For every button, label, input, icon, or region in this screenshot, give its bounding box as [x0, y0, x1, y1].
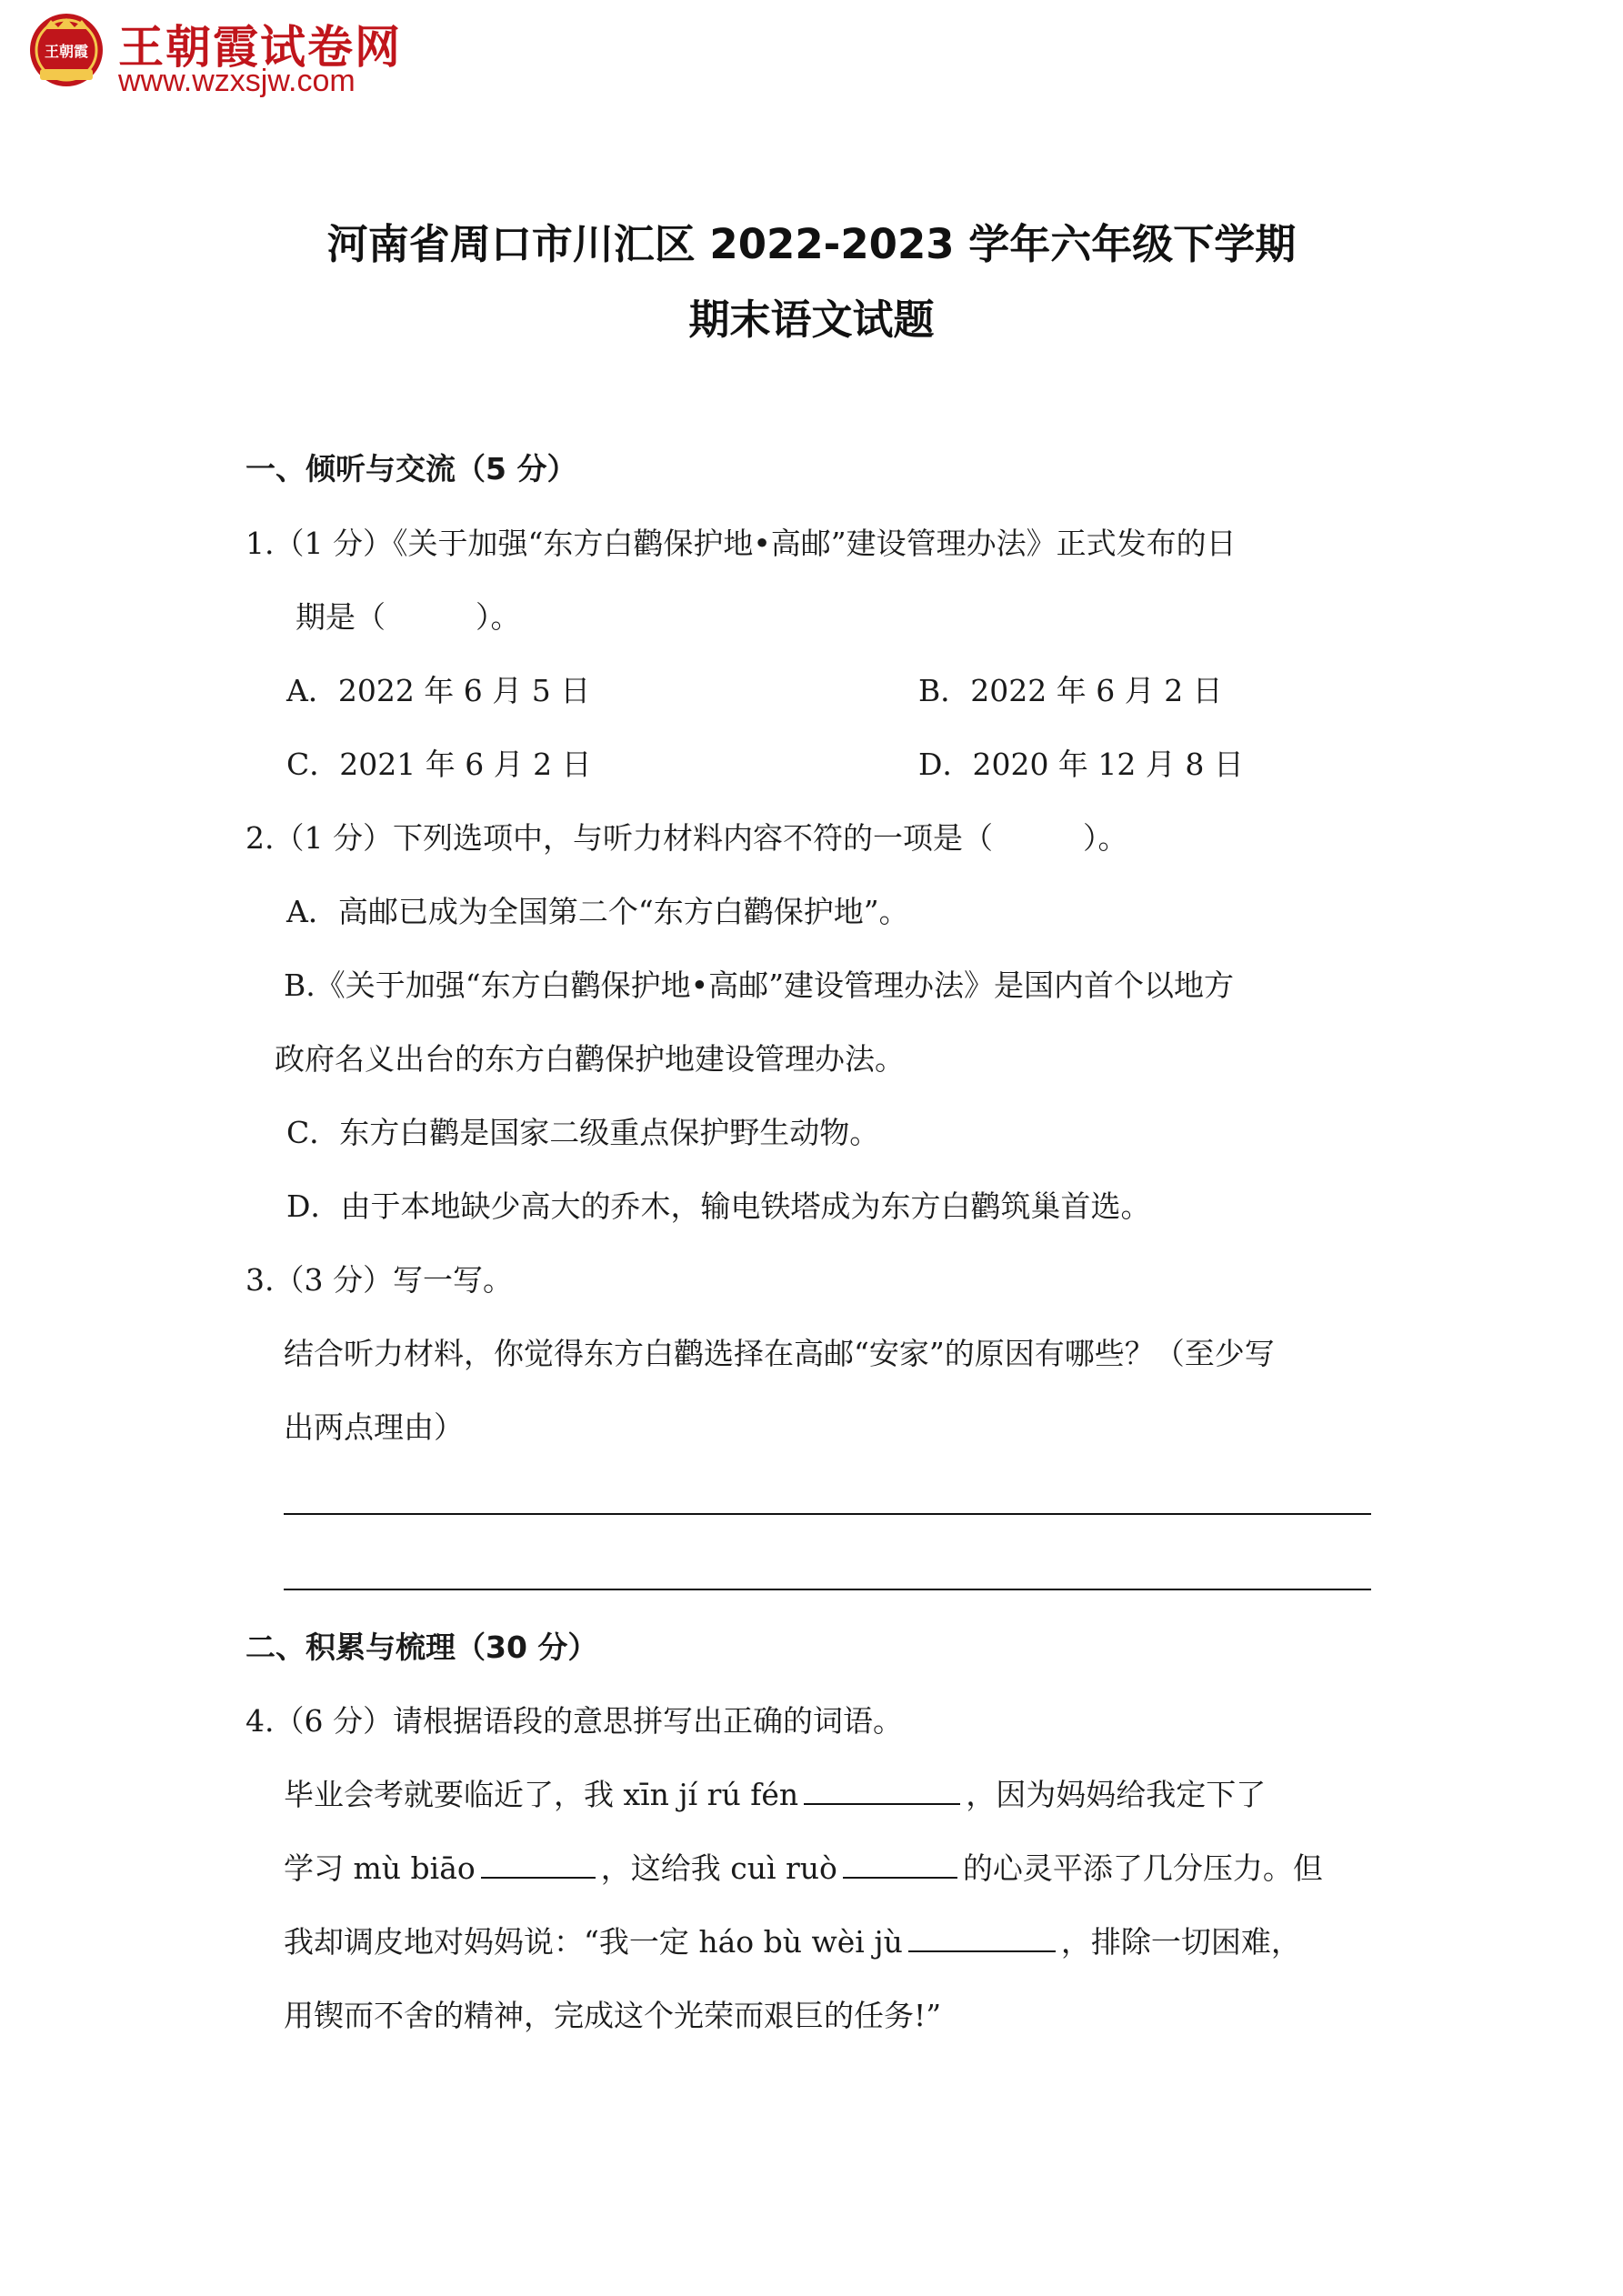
q2-option-c: C．东方白鹳是国家二级重点保护野生动物。	[286, 1115, 880, 1150]
q2-option-d: D．由于本地缺少高大的乔木，输电铁塔成为东方白鹳筑巢首选。	[286, 1188, 1151, 1224]
section-heading-2: 二、积累与梳理（30 分）	[245, 1629, 598, 1665]
answer-blank-4[interactable]	[908, 1920, 1056, 1952]
q4-text: 的心灵平添了几分压力。但	[962, 1850, 1323, 1886]
q4-text: ，因为妈妈给我定下了	[966, 1777, 1267, 1812]
crest-icon	[27, 11, 105, 89]
answer-blank-3[interactable]	[843, 1846, 957, 1879]
q4-paragraph-line	[284, 1845, 1323, 1888]
q4-paragraph-line	[284, 1771, 1266, 1814]
q1-option-d: D．2020 年 12 月 8 日	[918, 747, 1244, 782]
q4-paragraph-line	[284, 1919, 1301, 1961]
q4-text: ，排除一切困难，	[1060, 1924, 1301, 1960]
q4-stem: 4.（6 分）请根据语段的意思拼写出正确的词语。	[245, 1703, 903, 1739]
q2-stem: 2.（1 分）下列选项中，与听力材料内容不符的一项是（ ）。	[245, 820, 1128, 856]
page-title: 河南省周口市川汇区 2022-2023 学年六年级下学期	[326, 220, 1297, 268]
q3-prompt-cont: 出两点理由）	[284, 1409, 464, 1445]
q1-option-b: B．2022 年 6 月 2 日	[918, 673, 1223, 708]
q4-text: 毕业会考就要临近了，我 xīn jí rú fén	[284, 1777, 799, 1812]
q3-prompt: 结合听力材料，你觉得东方白鹳选择在高邮“安家”的原因有哪些？（至少写	[284, 1336, 1275, 1371]
q2-option-a: A．高邮已成为全国第二个“东方白鹳保护地”。	[286, 894, 909, 929]
q4-text: 我却调皮地对妈妈说：“我一定 háo bù wèi jù	[284, 1924, 903, 1960]
site-url: www.wzxsjw.com	[118, 64, 356, 98]
q3-stem: 3.（3 分）写一写。	[245, 1262, 513, 1298]
answer-blank-1[interactable]	[804, 1772, 960, 1805]
q1-option-a: A．2022 年 6 月 5 日	[286, 673, 591, 708]
answer-line-1[interactable]	[284, 1513, 1371, 1515]
badge-text: 王朝霞	[44, 43, 89, 60]
q1-option-c: C．2021 年 6 月 2 日	[286, 747, 592, 782]
site-name: 王朝霞试卷网	[118, 21, 402, 74]
q4-text: 学习 mù biāo	[284, 1850, 476, 1886]
answer-blank-2[interactable]	[481, 1846, 596, 1879]
section-heading-1: 一、倾听与交流（5 分）	[245, 451, 577, 486]
q2-option-b: B.《关于加强“东方白鹳保护地•高邮”建设管理办法》是国内首个以地方	[284, 968, 1234, 1003]
q4-paragraph-line: 用锲而不舍的精神，完成这个光荣而艰巨的任务!”	[284, 1998, 942, 2033]
q2-option-b-cont: 政府名义出台的东方白鹳保护地建设管理办法。	[275, 1041, 905, 1077]
q4-text: ，这给我 cuì ruò	[600, 1850, 837, 1886]
q1-stem: 1.（1 分）《关于加强“东方白鹳保护地•高邮”建设管理办法》正式发布的日	[245, 526, 1237, 561]
answer-line-2[interactable]	[284, 1589, 1371, 1590]
q1-stem-cont: 期是（ ）。	[296, 599, 521, 635]
page-subtitle: 期末语文试题	[688, 296, 935, 344]
